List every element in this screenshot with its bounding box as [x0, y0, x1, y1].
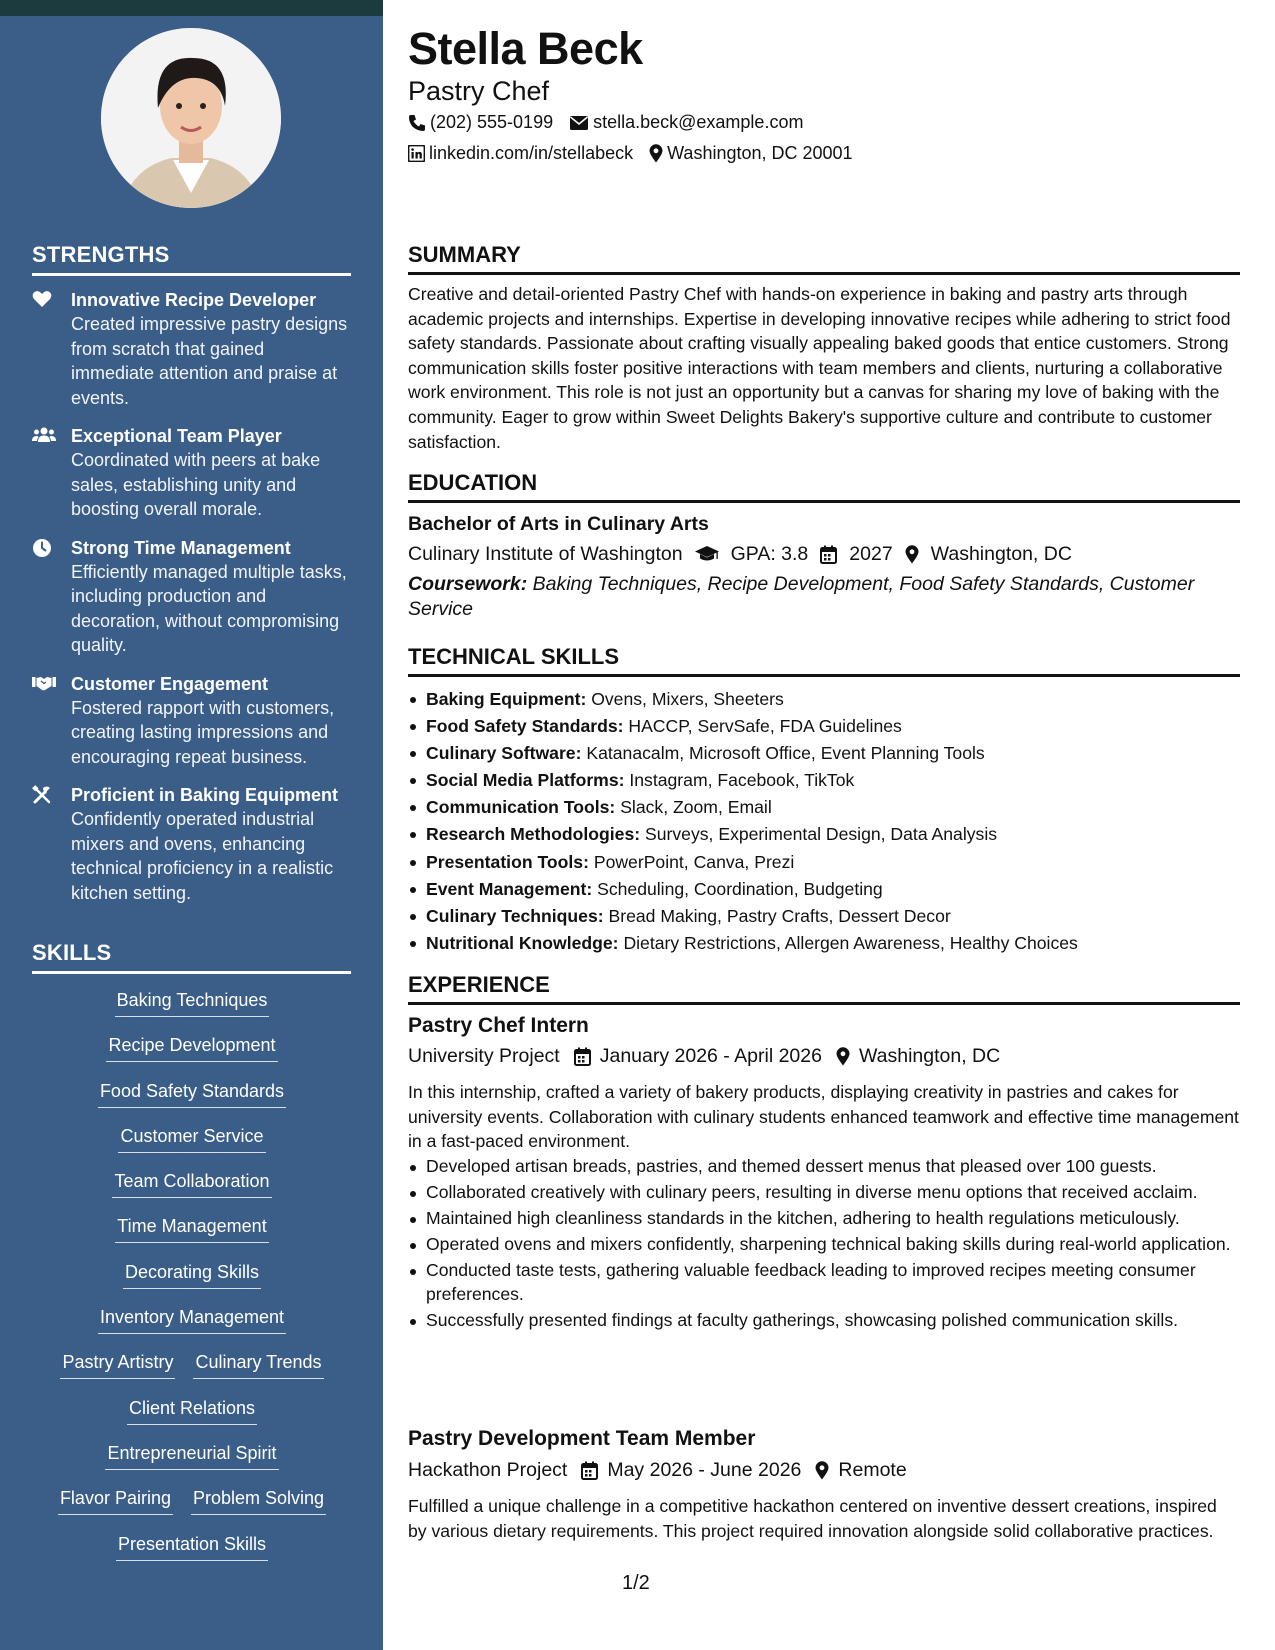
job-bullets	[408, 1154, 1240, 1334]
list-item: Developed artisan breads, pastries, and themed dessert menus that pleased over 100 guests.	[408, 1154, 1240, 1179]
list-item	[408, 740, 1240, 767]
candidate-name: Stella Beck	[408, 23, 643, 74]
strength-title: Proficient in Baking Equipment	[71, 785, 339, 805]
skill-tag: Food Safety Standards	[98, 1079, 286, 1108]
email-contact[interactable]	[569, 112, 803, 133]
location-pin-icon	[649, 144, 663, 163]
strength-item	[32, 536, 352, 658]
job-location-item	[836, 1043, 1000, 1069]
phone-contact	[408, 112, 553, 133]
top-accent-bar	[0, 0, 383, 16]
skill-values: Slack, Zoom, Email	[620, 797, 772, 818]
calendar-icon	[581, 1461, 598, 1480]
skill-category: Social Media Platforms:	[426, 770, 625, 791]
experience-heading: EXPERIENCE	[408, 971, 1240, 1005]
skill-values: Katanacalm, Microsoft Office, Event Planning Tools	[586, 743, 985, 764]
skill-tag: Entrepreneurial Spirit	[105, 1441, 278, 1470]
calendar-icon	[574, 1047, 591, 1066]
list-item	[408, 930, 1240, 957]
skill-tag: Flavor Pairing	[58, 1486, 173, 1515]
coursework	[408, 572, 1240, 622]
contact-row	[408, 112, 819, 133]
edu-location: Washington, DC	[930, 543, 1072, 565]
education-heading: EDUCATION	[408, 469, 1240, 503]
list-item	[408, 876, 1240, 903]
clock-icon	[32, 536, 71, 658]
skill-category: Food Safety Standards:	[426, 716, 624, 737]
calendar-icon	[820, 545, 837, 564]
summary-text: Creative and detail-oriented Pastry Chef with hands-on experience in baking and pastry arts through academic projects and internships. Expertise in developing innovative recipes while adhering to strict food safety standards. Passionate about crafting visually appealing baked goods that entice customers. Strong communication skills foster positive interactions with team members and clients, nurturing a collaborative work environment. This role is not just an opportunity but a canvas for sharing my love of baking with the community. Eager to grow within Sweet Delights Bakery's supportive culture and contribute to customer satisfaction.	[408, 284, 1231, 452]
school-name: Culinary Institute of Washington	[408, 543, 683, 565]
technical-skills-list	[408, 686, 1240, 957]
strength-title: Strong Time Management	[71, 537, 291, 558]
skill-category: Baking Equipment:	[426, 689, 587, 709]
job-org: University Project	[408, 1045, 560, 1067]
list-item	[408, 903, 1240, 930]
skill-category: Presentation Tools:	[426, 851, 589, 872]
gpa-text: GPA: 3.8	[730, 543, 809, 565]
skill-tag: Baking Techniques	[115, 988, 270, 1017]
list-item: Successfully presented findings at faculty gatherings, showcasing polished communication skills.	[408, 1308, 1240, 1333]
linkedin-icon	[408, 145, 425, 162]
list-item: Collaborated creatively with culinary peers, resulting in diverse menu options that received acclaim.	[408, 1180, 1240, 1205]
job-title: Pastry Chef Intern	[408, 1014, 589, 1037]
job-title: Pastry Development Team Member	[408, 1427, 756, 1450]
location-pin-icon	[905, 545, 919, 564]
grad-year-item	[820, 541, 892, 567]
strength-item	[32, 288, 352, 410]
grad-year: 2027	[849, 543, 893, 565]
contact-row-2	[408, 143, 869, 164]
technical-skills-heading: TECHNICAL SKILLS	[408, 643, 1240, 677]
skill-values: Scheduling, Coordination, Budgeting	[597, 878, 883, 899]
location-contact	[649, 143, 852, 164]
list-item: Conducted taste tests, gathering valuable feedback leading to improved recipes meeting consumer preferences.	[408, 1258, 1240, 1307]
candidate-role: Pastry Chef	[408, 76, 550, 106]
skill-values: Dietary Restrictions, Allergen Awareness, Healthy Choices	[623, 932, 1078, 953]
tools-icon	[32, 783, 71, 905]
skill-category: Nutritional Knowledge:	[426, 932, 619, 953]
list-item	[408, 686, 1240, 713]
coursework-list: Baking Techniques, Recipe Development, Food Safety Standards, Customer Service	[408, 573, 1195, 620]
strength-description: Fostered rapport with customers, creating lasting impressions and encouraging repeat business.	[71, 697, 335, 767]
email-icon	[569, 115, 589, 131]
job-location: Remote	[838, 1459, 907, 1481]
skill-values: Surveys, Experimental Design, Data Analysis	[645, 824, 998, 845]
job-description: Fulfilled a unique challenge in a competitive hackathon centered on inventive dessert creations, inspired by various dietary requirements. This project required innovation alongside solid collaborative practices.	[408, 1496, 1217, 1541]
list-item	[408, 794, 1240, 821]
team-icon	[32, 424, 71, 522]
skill-values: Instagram, Facebook, TikTok	[629, 770, 855, 791]
list-item	[408, 713, 1240, 740]
job-location: Washington, DC	[858, 1045, 1001, 1067]
job-dates: January 2026 - April 2026	[599, 1045, 822, 1067]
skill-tag: Customer Service	[118, 1124, 265, 1153]
location-pin-icon	[815, 1461, 829, 1480]
edu-location-item	[905, 541, 1072, 567]
skill-category: Communication Tools:	[426, 797, 616, 818]
job-meta	[408, 1043, 1014, 1069]
strength-item	[32, 424, 352, 522]
skill-category: Culinary Techniques:	[426, 905, 604, 926]
handshake-icon	[32, 672, 71, 770]
education-details	[408, 541, 1084, 567]
skill-tag: Time Management	[115, 1214, 268, 1243]
strength-description: Confidently operated industrial mixers and ovens, enhancing technical proficiency in a realistic kitchen setting.	[71, 809, 334, 903]
list-item: Maintained high cleanliness standards in the kitchen, adhering to health regulations meticulously.	[408, 1206, 1240, 1231]
job-dates-item	[581, 1457, 801, 1483]
skills-heading: SKILLS	[32, 940, 351, 974]
linkedin-link[interactable]: linkedin.com/in/stellabeck	[429, 143, 634, 163]
strength-item	[32, 783, 352, 905]
skill-tag: Problem Solving	[191, 1486, 326, 1515]
skill-category: Culinary Software:	[426, 743, 582, 764]
skill-values: PowerPoint, Canva, Prezi	[593, 851, 795, 872]
sidebar	[0, 16, 383, 1650]
job-description: In this internship, crafted a variety of bakery products, displaying creativity in pastries and cakes for university events. Collaboration with culinary students enhanced teamwork and effective time management in a fast-paced environment.	[408, 1082, 1239, 1152]
heart-icon	[32, 288, 71, 410]
profile-photo	[101, 28, 281, 208]
graduation-cap-icon	[695, 545, 719, 563]
strengths-heading: STRENGTHS	[32, 242, 351, 276]
linkedin-contact[interactable]	[408, 143, 633, 164]
skill-category: Research Methodologies:	[426, 824, 641, 845]
phone-icon	[408, 114, 426, 132]
job-meta	[408, 1457, 921, 1483]
skill-values: Ovens, Mixers, Sheeters	[591, 689, 784, 709]
job-org: Hackathon Project	[408, 1459, 568, 1481]
strength-description: Coordinated with peers at bake sales, establishing unity and boosting overall morale.	[71, 450, 321, 519]
strength-item	[32, 672, 352, 770]
skill-tag: Pastry Artistry	[60, 1350, 175, 1379]
skill-tag: Client Relations	[127, 1396, 257, 1425]
phone-text: (202) 555-0199	[430, 112, 554, 132]
gpa-item	[695, 541, 809, 567]
skill-tag: Recipe Development	[106, 1033, 277, 1062]
strength-title: Innovative Recipe Developer	[71, 290, 317, 310]
list-item	[408, 849, 1240, 876]
skill-tag: Team Collaboration	[112, 1169, 271, 1198]
location-pin-icon	[836, 1047, 850, 1066]
list-item	[408, 821, 1240, 848]
skill-tag: Culinary Trends	[193, 1350, 323, 1379]
skill-tag: Decorating Skills	[123, 1260, 261, 1289]
skill-values: HACCP, ServSafe, FDA Guidelines	[628, 716, 902, 737]
email-link[interactable]: stella.beck@example.com	[593, 112, 804, 132]
location-text: Washington, DC 20001	[667, 143, 853, 163]
strength-title: Exceptional Team Player	[71, 426, 282, 446]
strength-description: Created impressive pastry designs from scratch that gained immediate attention and praise at events.	[71, 314, 348, 408]
skills-list	[32, 988, 352, 1577]
list-item	[408, 767, 1240, 794]
page-number: 1/2	[622, 1572, 650, 1594]
list-item: Operated ovens and mixers confidently, sharpening technical baking skills during real-world application.	[408, 1232, 1240, 1257]
skill-tag: Presentation Skills	[116, 1532, 268, 1561]
strengths-list	[32, 288, 352, 919]
strength-description: Efficiently managed multiple tasks, including production and decoration, without compromising quality.	[71, 561, 347, 655]
job-dates-item	[574, 1043, 822, 1069]
skill-category: Event Management:	[426, 878, 593, 899]
job-dates: May 2026 - June 2026	[607, 1459, 802, 1481]
skill-tag: Inventory Management	[98, 1305, 286, 1334]
skill-values: Bread Making, Pastry Crafts, Dessert Decor	[608, 905, 951, 926]
degree-title: Bachelor of Arts in Culinary Arts	[408, 513, 709, 535]
summary-heading: SUMMARY	[408, 241, 1240, 275]
coursework-label: Coursework:	[408, 573, 528, 595]
job-location-item	[815, 1457, 906, 1483]
strength-title: Customer Engagement	[71, 673, 269, 694]
